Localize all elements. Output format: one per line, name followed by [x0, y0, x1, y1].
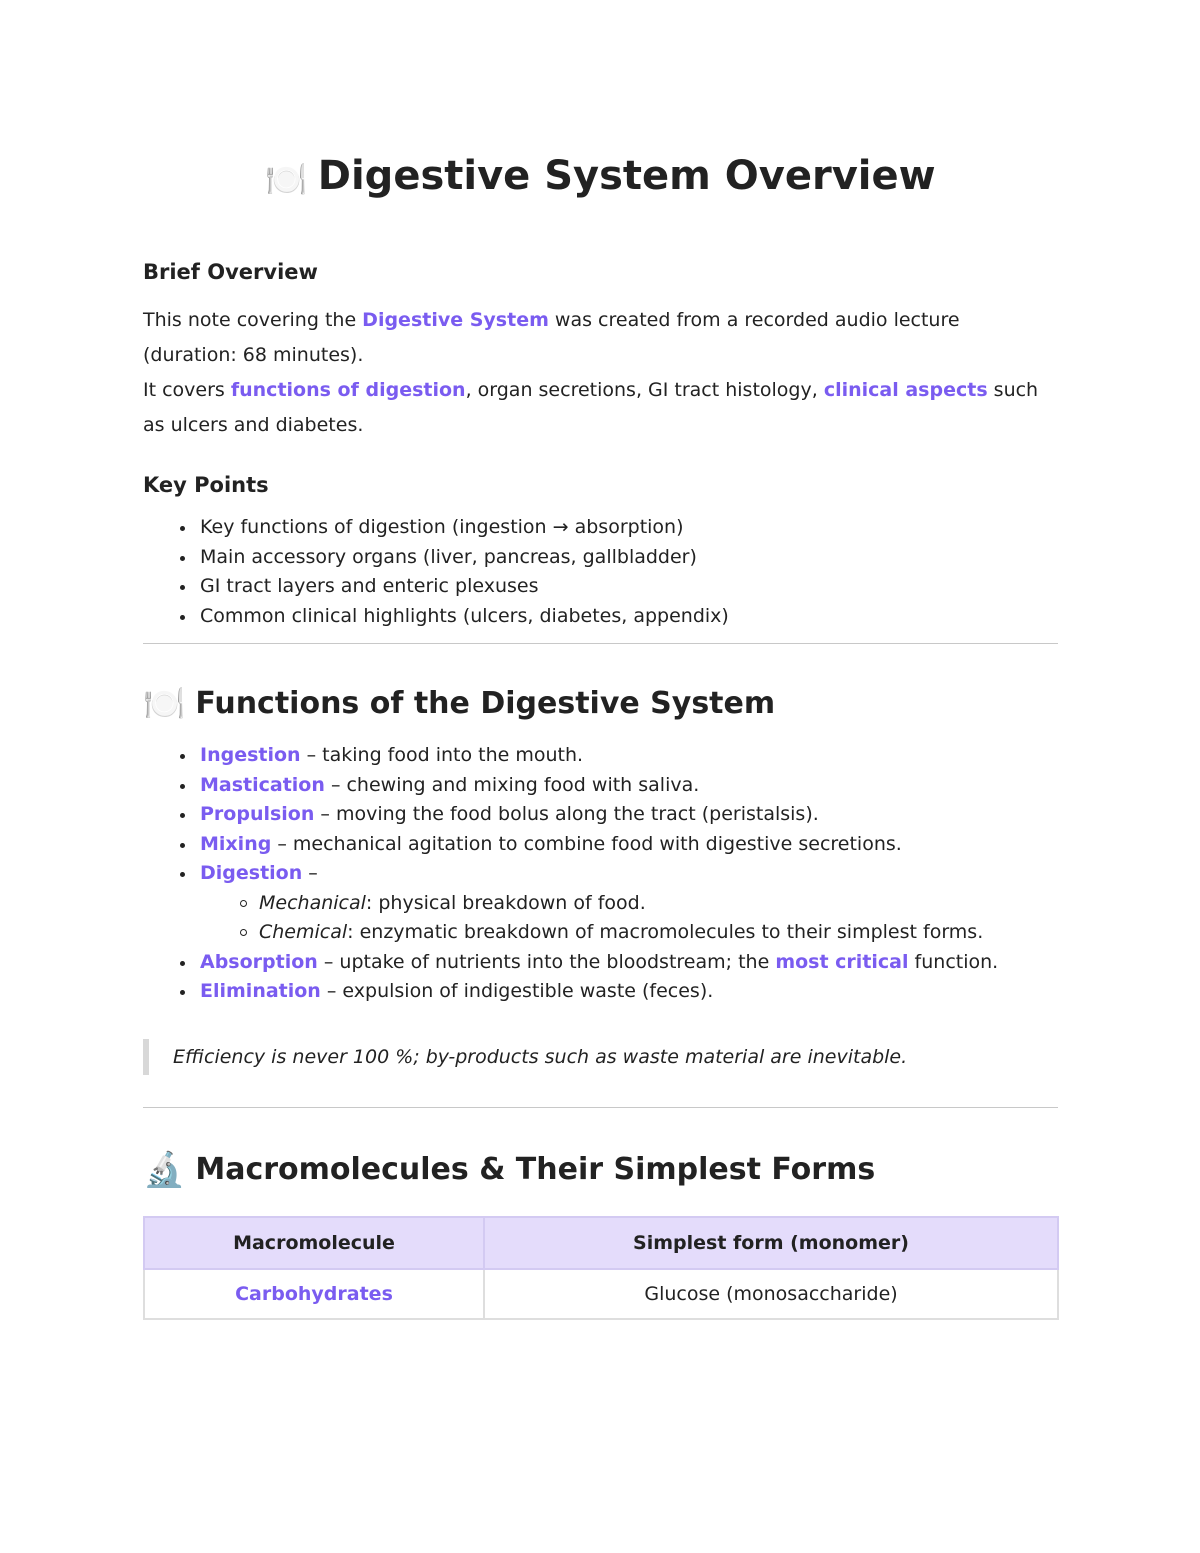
- table-cell: Glucose (monosaccharide): [484, 1269, 1058, 1319]
- page-title-text: Digestive System Overview: [317, 153, 936, 199]
- function-desc: –: [302, 862, 318, 884]
- list-item: [143, 800, 1058, 830]
- digestion-desc: : physical breakdown of food.: [365, 891, 646, 914]
- digestion-sublist: [200, 889, 1058, 948]
- list-item: Key functions of digestion (ingestion → absorption): [143, 513, 1058, 543]
- list-item: [143, 771, 1058, 801]
- table-header-row: [144, 1217, 1058, 1269]
- digestion-type: Mechanical: [259, 891, 366, 914]
- function-desc-end: function.: [908, 950, 999, 973]
- function-desc: – mechanical agitation to combine food with digestive secretions.: [271, 832, 902, 855]
- list-item: [143, 948, 1058, 978]
- list-item: [143, 741, 1058, 771]
- list-item: [143, 830, 1058, 860]
- function-desc: – moving the food bolus along the tract (peristalsis).: [314, 803, 819, 825]
- key-points-list: [143, 513, 1058, 631]
- function-desc: – taking food into the mouth.: [300, 744, 584, 766]
- function-desc: – chewing and mixing food with saliva.: [324, 773, 700, 796]
- efficiency-quote: Efficiency is never 100 %; by-products such as waste material are inevitable.: [143, 1039, 1058, 1075]
- function-term: Ingestion: [200, 744, 301, 766]
- brief-paragraph-1: [143, 303, 1058, 373]
- macromolecules-heading-text: Macromolecules & Their Simplest Forms: [195, 1151, 876, 1187]
- brief-paragraph-2: [143, 373, 1058, 443]
- digestive-system-highlight: Digestive System: [362, 309, 549, 331]
- brief-p1-text: This note covering the: [143, 309, 363, 331]
- table-row: [144, 1269, 1058, 1319]
- list-item: Common clinical highlights (ulcers, diabetes, appendix): [143, 602, 1058, 632]
- functions-list: [143, 741, 1058, 1007]
- function-desc: – uptake of nutrients into the bloodstream; the: [317, 950, 776, 973]
- key-points-heading: Key Points: [143, 473, 269, 497]
- page-title: [143, 140, 1058, 216]
- list-item: [143, 977, 1058, 1007]
- functions-heading: [143, 684, 1058, 724]
- most-critical-highlight: most critical: [775, 950, 909, 973]
- plate-cutlery-icon: 🍽️: [143, 684, 186, 724]
- brief-p2-text-mid: , organ secretions, GI tract histology,: [465, 379, 824, 401]
- functions-of-digestion-highlight: functions of digestion: [230, 379, 466, 401]
- macromolecules-heading: [143, 1150, 1058, 1190]
- section-divider: [143, 643, 1058, 644]
- function-term: Absorption: [200, 950, 318, 973]
- function-term: Propulsion: [200, 803, 315, 825]
- brief-p2-text-end: such as ulcers and diabetes.: [143, 379, 1039, 436]
- function-term: Mastication: [200, 773, 325, 796]
- functions-heading-text: Functions of the Digestive System: [195, 686, 776, 721]
- list-item: [143, 859, 1058, 948]
- function-term: Digestion: [200, 862, 303, 884]
- digestion-type: Chemical: [259, 921, 348, 943]
- list-item: Main accessory organs (liver, pancreas, gallbladder): [143, 543, 1058, 573]
- table-cell: [144, 1269, 484, 1319]
- section-divider: [143, 1107, 1058, 1108]
- column-header: Macromolecule: [144, 1217, 484, 1269]
- function-term: Elimination: [200, 980, 321, 1002]
- macromolecules-table: [143, 1216, 1059, 1320]
- sub-list-item: [200, 889, 1058, 919]
- brief-p1-text-end: was created from a recorded audio lecture (duration: 68 minutes).: [143, 309, 960, 366]
- column-header: Simplest form (monomer): [484, 1217, 1058, 1269]
- document-content: [143, 140, 1058, 1320]
- macromolecule-name: Carbohydrates: [235, 1282, 393, 1305]
- plate-cutlery-icon: 🍽️: [265, 160, 308, 200]
- function-term: Mixing: [200, 832, 272, 855]
- function-desc: – expulsion of indigestible waste (feces).: [320, 980, 714, 1002]
- sub-list-item: [200, 918, 1058, 948]
- brief-p2-text: It covers: [143, 379, 231, 401]
- brief-overview-heading: Brief Overview: [143, 260, 318, 284]
- digestion-desc: : enzymatic breakdown of macromolecules to their simplest forms.: [347, 921, 984, 943]
- microscope-icon: 🔬: [143, 1149, 186, 1190]
- clinical-aspects-highlight: clinical aspects: [823, 379, 988, 401]
- list-item: GI tract layers and enteric plexuses: [143, 572, 1058, 602]
